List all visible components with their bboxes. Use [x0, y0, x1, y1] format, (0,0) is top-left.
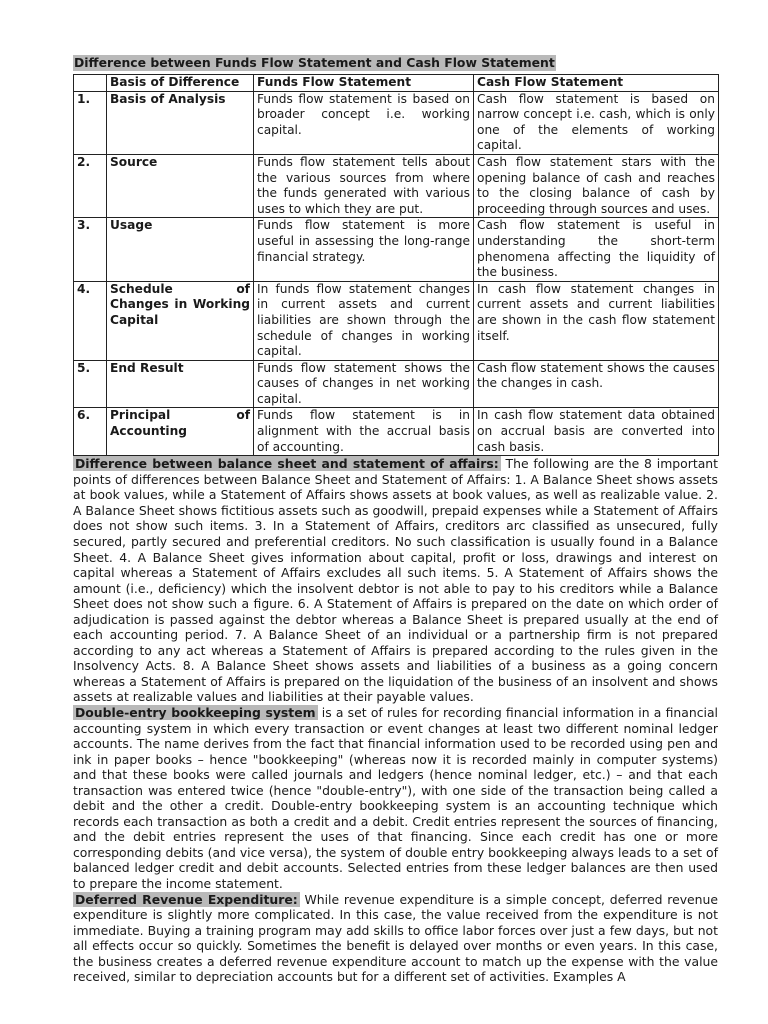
row-number: 4. [74, 281, 107, 360]
table-row [74, 91, 719, 154]
table-row [74, 218, 719, 281]
table-row [74, 360, 719, 408]
double-entry-section [73, 705, 718, 892]
row-cash-flow: Cash flow statement is based on narrow concept i.e. cash, which is only one of the elements of working capital. [474, 91, 719, 154]
header-number [74, 75, 107, 92]
row-funds-flow: Funds flow statement is more useful in assessing the long-range financial strategy. [254, 218, 474, 281]
row-basis: End Result [107, 360, 254, 408]
row-cash-flow: Cash flow statement shows the causes the changes in cash. [474, 360, 719, 408]
row-funds-flow: Funds flow statement tells about the various sources from where the funds generated with various uses to which they are put. [254, 154, 474, 217]
row-cash-flow: In cash flow statement changes in current assets and current liabilities are shown in the cash flow statement itself. [474, 281, 719, 360]
table-row [74, 154, 719, 217]
section-body: While revenue expenditure is a simple concept, deferred revenue expenditure is slightly more complicated. In this case, the value received from the expenditure is not immediate. Buying a training program may add skills to office labor forces over just a few days, but not all effects occur so quickly. Sometimes the benefit is delayed over months or even years. In this case, the business creates a deferred revenue expenditure account to match up the expense with the value received, similar to depreciation accounts but for a different set of activities. Examples A [73, 891, 718, 985]
balance-sheet-section [73, 456, 718, 705]
section-heading: Difference between balance sheet and statement of affairs: [75, 456, 499, 472]
row-basis: Usage [107, 218, 254, 281]
row-basis: Basis of Analysis [107, 91, 254, 154]
table-row [74, 408, 719, 456]
header-cash-flow: Cash Flow Statement [474, 75, 719, 92]
table-header-row [74, 75, 719, 92]
comparison-table [73, 74, 719, 456]
row-basis: Principal of Accounting [107, 408, 254, 456]
deferred-revenue-section [73, 892, 718, 985]
row-number: 2. [74, 154, 107, 217]
document-page [73, 52, 718, 985]
section-body: is a set of rules for recording financial information in a financial accounting system in which every transaction or event changes at least two different nominal ledger accounts. The name derives from the fact that financial information used to be recorded using pen and ink in paper books – hence "bookkeeping" (whereas now it is recorded mainly in computer systems) and that these books were called journals and ledgers (hence nominal ledger, etc.) – and that each transaction was entered twice (hence "double-entry"), with one side of the transaction being called a debit and the other a credit. Double-entry bookkeeping system is an accounting technique which records each transaction as both a credit and a debit. Credit entries represent the sources of financing, and the debit entries represent the uses of that financing. Since each credit has one or more corresponding debits (and vice versa), the system of double entry bookkeeping always leads to a set of balanced ledger credit and debit accounts. Selected entries from these ledger balances are then used to prepare the income statement. [73, 705, 718, 892]
table-row [74, 281, 719, 360]
row-funds-flow: Funds flow statement is in alignment with the accrual basis of accounting. [254, 408, 474, 456]
section-heading: Double-entry bookkeeping system [75, 705, 316, 720]
row-number: 6. [74, 408, 107, 456]
row-cash-flow: Cash flow statement stars with the opening balance of cash and reaches to the closing balance of cash by proceeding through sources and uses. [474, 154, 719, 217]
row-cash-flow: In cash flow statement data obtained on accrual basis are converted into cash basis. [474, 408, 719, 456]
row-basis: Source [107, 154, 254, 217]
header-funds-flow: Funds Flow Statement [254, 75, 474, 92]
row-number: 1. [74, 91, 107, 154]
row-cash-flow: Cash flow statement is useful in understanding the short-term phenomena affecting the liquidity of the business. [474, 218, 719, 281]
row-funds-flow: Funds flow statement shows the causes of changes in net working capital. [254, 360, 474, 408]
row-number: 5. [74, 360, 107, 408]
row-funds-flow: In funds flow statement changes in current assets and current liabilities are shown through the schedule of changes in working capital. [254, 281, 474, 360]
section-heading: Deferred Revenue Expenditure: [75, 891, 298, 907]
header-basis: Basis of Difference [107, 75, 254, 92]
row-basis: Schedule of Changes in Working Capital [107, 281, 254, 360]
row-funds-flow: Funds flow statement is based on broader concept i.e. working capital. [254, 91, 474, 154]
document-title: Difference between Funds Flow Statement and Cash Flow Statement [74, 55, 555, 70]
section-body: The following are the 8 important points of differences between Balance Sheet and Statement of Affairs: 1. A Balance Sheet shows assets at book values, while a Statement of Affairs shows assets at book values, as well as realizable value. 2. A Balance Sheet shows fictitious assets such as goodwill, prepaid expenses while a Statement of Affairs does not show such items. 3. In a Statement of Affairs, creditors arc classified as unsecured, fully secured, partly secured and preferential creditors. No such classification is usually found in a Balance Sheet. 4. A Balance Sheet gives information about capital, profit or loss, drawings and interest on capital whereas a Statement of Affairs excludes all such items. 5. A Statement of Affairs shows the amount (i.e., deficiency) which the insolvent debtor is not able to pay to his creditors while a Balance Sheet does not show such a figure. 6. A Statement of Affairs is prepared on the date on which order of adjudication is passed against the debtor whereas a Balance Sheet is prepared usually at the end of each accounting period. 7. A Balance Sheet of an individual or a partnership firm is not prepared according to any act whereas a Statement of Affairs is prepared according to the rules given in the Insolvency Acts. 8. A Balance Sheet shows assets and liabilities of a business as a going concern whereas a Statement of Affairs is prepared on the liquidation of the business of an insolvent and shows assets at realizable values and liabilities at their payable values. [73, 456, 718, 705]
row-number: 3. [74, 218, 107, 281]
